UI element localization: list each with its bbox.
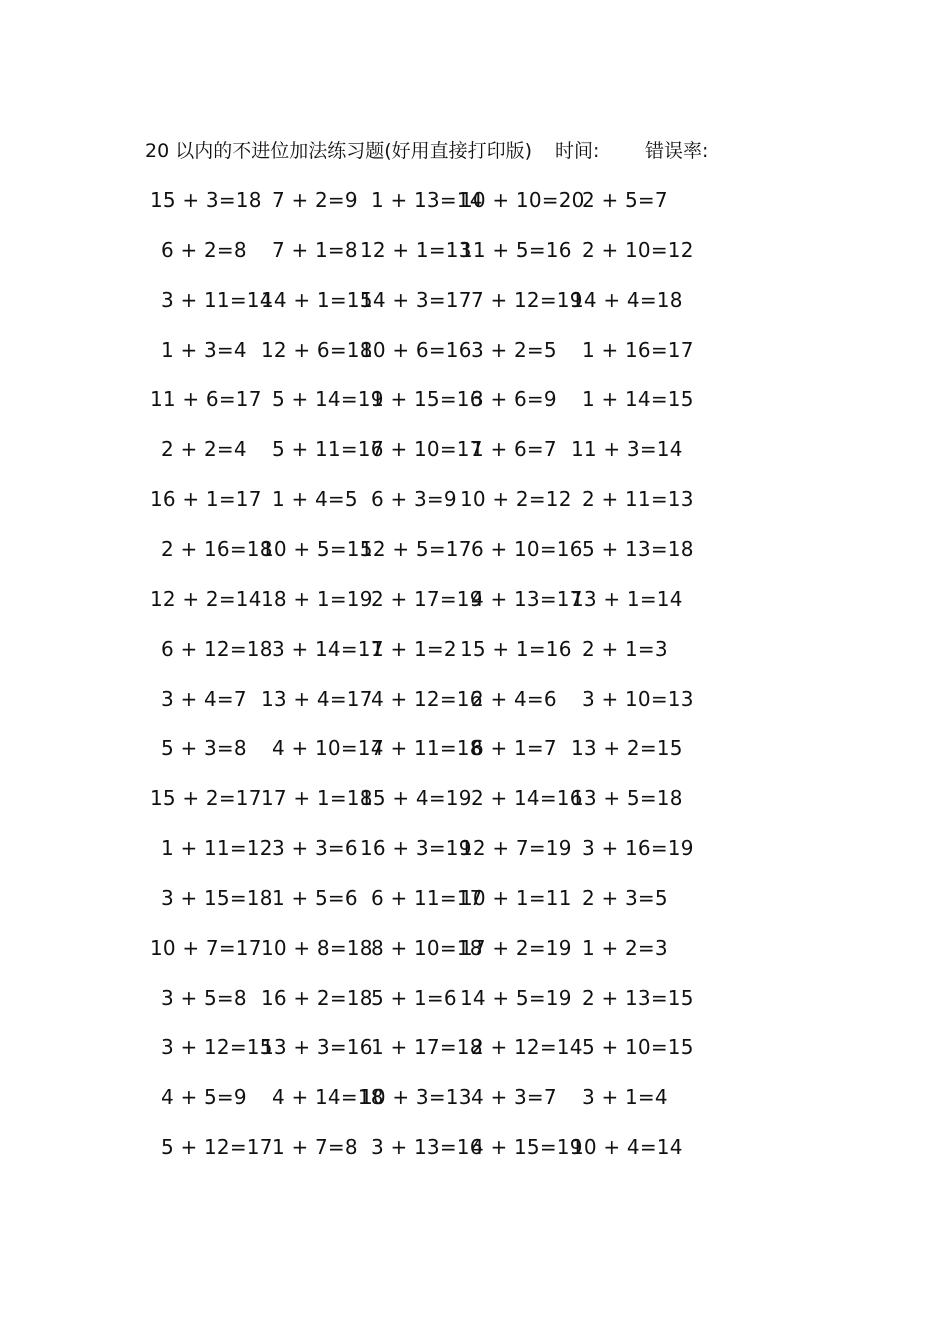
addition-problem: 2 + 17=19 <box>371 586 483 611</box>
addition-problem: 15 + 4=19 <box>360 786 472 811</box>
addition-problem: 14 + 4=18 <box>571 287 683 312</box>
addition-problem: 6 + 3=9 <box>371 487 457 512</box>
addition-problem: 4 + 10=14 <box>272 736 384 761</box>
addition-problem: 5 + 10=15 <box>582 1035 694 1060</box>
addition-problem: 12 + 7=19 <box>460 836 572 861</box>
addition-problem: 1 + 1=2 <box>371 636 457 661</box>
addition-problem: 1 + 13=14 <box>371 188 483 212</box>
addition-problem: 3 + 2=5 <box>471 337 557 362</box>
addition-problem: 2 + 13=15 <box>582 985 694 1010</box>
addition-problem: 6 + 11=17 <box>371 885 483 910</box>
addition-problem: 11 + 3=14 <box>571 437 683 462</box>
addition-problem: 10 + 3=13 <box>360 1085 472 1110</box>
addition-problem: 1 + 11=12 <box>161 836 273 861</box>
addition-problem: 10 + 6=16 <box>360 337 472 362</box>
addition-problem: 15 + 3=18 <box>150 188 262 212</box>
addition-problem: 2 + 12=14 <box>471 1035 583 1060</box>
addition-problem: 3 + 11=14 <box>161 287 273 312</box>
addition-problem: 7 + 2=9 <box>272 188 358 212</box>
addition-problem: 2 + 10=12 <box>582 237 694 262</box>
addition-problem: 6 + 10=16 <box>471 536 583 561</box>
addition-problem: 2 + 16=18 <box>161 536 273 561</box>
addition-problem: 12 + 2=14 <box>150 586 262 611</box>
addition-problem: 2 + 3=5 <box>582 885 668 910</box>
addition-problem: 3 + 10=13 <box>582 686 694 711</box>
addition-problem: 3 + 1=4 <box>582 1085 668 1110</box>
addition-problem: 2 + 2=4 <box>161 437 247 462</box>
addition-problem: 4 + 13=17 <box>471 586 583 611</box>
addition-problem: 17 + 2=19 <box>460 935 572 960</box>
addition-problem: 12 + 5=17 <box>360 536 472 561</box>
addition-problem: 7 + 10=17 <box>371 437 483 462</box>
addition-problem: 3 + 15=18 <box>161 885 273 910</box>
addition-problem: 1 + 16=17 <box>582 337 694 362</box>
addition-problem: 6 + 1=7 <box>471 736 557 761</box>
addition-problem: 11 + 6=17 <box>150 387 262 412</box>
addition-problem: 5 + 13=18 <box>582 536 694 561</box>
addition-problem: 14 + 3=17 <box>360 287 472 312</box>
addition-problem: 3 + 3=6 <box>272 836 358 861</box>
addition-problem: 14 + 5=19 <box>460 985 572 1010</box>
addition-problem: 1 + 5=6 <box>272 885 358 910</box>
addition-problem: 5 + 11=16 <box>272 437 384 462</box>
addition-problem: 1 + 17=18 <box>371 1035 483 1060</box>
addition-problem: 2 + 5=7 <box>582 188 668 212</box>
addition-problem: 10 + 5=15 <box>261 536 373 561</box>
addition-problem: 15 + 1=16 <box>460 636 572 661</box>
addition-problem: 1 + 7=8 <box>272 1135 358 1160</box>
addition-problem: 2 + 1=3 <box>582 636 668 661</box>
addition-problem: 16 + 1=17 <box>150 487 262 512</box>
addition-problem: 2 + 14=16 <box>471 786 583 811</box>
addition-problem: 8 + 10=18 <box>371 935 483 960</box>
addition-problem: 7 + 11=18 <box>371 736 483 761</box>
addition-problem: 14 + 1=15 <box>261 287 373 312</box>
addition-problem: 13 + 5=18 <box>571 786 683 811</box>
addition-problem: 12 + 6=18 <box>261 337 373 362</box>
addition-problem: 12 + 1=13 <box>360 237 472 262</box>
addition-problem: 16 + 2=18 <box>261 985 373 1010</box>
addition-problem: 4 + 5=9 <box>161 1085 247 1110</box>
addition-problem: 1 + 2=3 <box>582 935 668 960</box>
addition-problem: 2 + 11=13 <box>582 487 694 512</box>
addition-problem: 4 + 3=7 <box>471 1085 557 1110</box>
addition-problem: 3 + 14=17 <box>272 636 384 661</box>
addition-problem: 10 + 10=20 <box>460 188 585 212</box>
addition-problem: 1 + 14=15 <box>582 387 694 412</box>
addition-problem: 10 + 2=12 <box>460 487 572 512</box>
addition-problem: 3 + 4=7 <box>161 686 247 711</box>
addition-problem: 3 + 13=16 <box>371 1135 483 1160</box>
addition-problem: 5 + 1=6 <box>371 985 457 1010</box>
addition-problem: 10 + 7=17 <box>150 935 262 960</box>
addition-problem: 3 + 6=9 <box>471 387 557 412</box>
addition-problem: 2 + 4=6 <box>471 686 557 711</box>
addition-problem: 3 + 12=15 <box>161 1035 273 1060</box>
addition-problem: 6 + 12=18 <box>161 636 273 661</box>
addition-problem: 13 + 1=14 <box>571 586 683 611</box>
addition-problem: 13 + 2=15 <box>571 736 683 761</box>
addition-problem: 4 + 12=16 <box>371 686 483 711</box>
addition-problem: 10 + 8=18 <box>261 935 373 960</box>
addition-problem: 7 + 1=8 <box>272 237 358 262</box>
addition-problem: 5 + 14=19 <box>272 387 384 412</box>
addition-problem: 5 + 12=17 <box>161 1135 273 1160</box>
addition-problem: 13 + 4=17 <box>261 686 373 711</box>
addition-problem: 1 + 6=7 <box>471 437 557 462</box>
addition-problem: 11 + 5=16 <box>460 237 572 262</box>
time-label: 时间: <box>555 140 600 162</box>
addition-problem: 1 + 15=16 <box>371 387 483 412</box>
addition-problem: 5 + 3=8 <box>161 736 247 761</box>
addition-problem: 18 + 1=19 <box>261 586 373 611</box>
addition-problem: 1 + 3=4 <box>161 337 247 362</box>
addition-problem: 7 + 12=19 <box>471 287 583 312</box>
error-rate-label: 错误率: <box>645 140 709 162</box>
addition-problem: 4 + 15=19 <box>471 1135 583 1160</box>
addition-problem: 4 + 14=18 <box>272 1085 384 1110</box>
addition-problem: 10 + 1=11 <box>460 885 572 910</box>
addition-problem: 3 + 5=8 <box>161 985 247 1010</box>
addition-problem: 1 + 4=5 <box>272 487 358 512</box>
worksheet-title: 20 以内的不进位加法练习题(好用直接打印版) <box>145 140 533 162</box>
addition-problem: 17 + 1=18 <box>261 786 373 811</box>
addition-problem: 16 + 3=19 <box>360 836 472 861</box>
addition-problem: 3 + 16=19 <box>582 836 694 861</box>
addition-problem: 13 + 3=16 <box>261 1035 373 1060</box>
addition-problem: 15 + 2=17 <box>150 786 262 811</box>
addition-problem: 6 + 2=8 <box>161 237 247 262</box>
addition-problem: 10 + 4=14 <box>571 1135 683 1160</box>
